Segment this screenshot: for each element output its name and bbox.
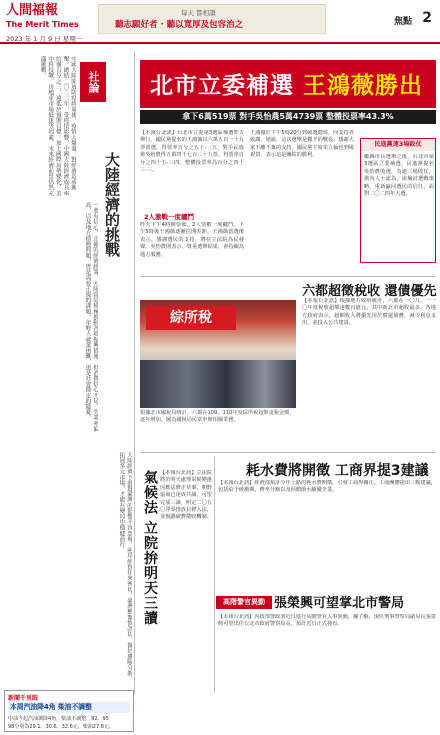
- editorial-body-1: 中國大陸開放防疫政策後，疫情大爆發，對經濟造成衝擊。總結二〇二二年，受疫情影響，中國大陸經濟成長率約僅百分之三，遠低於預期目標。加上國際局勢變化、美中科技戰、房地產市場低迷等因素，未來經濟前景仍然充滿挑戰。: [39, 56, 76, 196]
- news-brief-box: [4, 690, 134, 732]
- lead-subheadline: 拿下6萬519票 對手吳怡農5萬4739票 整體投票率43.3%: [140, 110, 436, 124]
- lead-headline-band: [140, 60, 436, 108]
- editorial-body-2: 一要有信心、正確的經濟政策，大陸當局積極推動各項振興措施，但消費信心不足、失業率偏高，以及地方債務問題，皆是需要正視的課題。年輕人就業困難，更是社會穩定的隱憂。: [84, 202, 98, 432]
- climate-law-headline: 氣候法 立院拚明天三讀: [142, 470, 158, 626]
- newspaper-logo: 人間福報: [6, 3, 59, 18]
- story3-headline: 耗水費將開徵 工商界提3建議: [246, 463, 429, 479]
- ad-slogan: 聽志願好者 · 聽以寬厚及包容治之: [115, 20, 244, 30]
- climate-law-body: 【本報台北訊】立法院將於明天處理氣候變遷因應法修正草案，朝野協商已達成共識，可望完成三讀，明定二〇五〇淨零排放目標入法，並規劃碳費徵收機制。: [160, 470, 212, 521]
- issue-date: 2023 年 1 月 9 日 星期一: [6, 35, 83, 43]
- ad-tagline: 每天 都相讚: [181, 9, 216, 17]
- lead-body-2: 昨天下午4時開票後，2人票數一度纏鬥，下午5時後王鴻薇逐漸拉開差距。王鴻薇當選後表示，感謝選民的支持，將在立法院為民發聲。吳怡農則表示，尊重選舉結果，會持續為地方服務。: [140, 222, 244, 258]
- lead-sub-label: 2人激戰一度纏鬥: [144, 213, 195, 221]
- headline-part-b: 王鴻薇勝出: [303, 73, 424, 99]
- story2-body: 【本報台北訊】根據地方政府統計，六都在一〇九、一一〇年度稅收超額達數百億元，其中新北市超收最多。各地方政府表示，超額收入將優先用於償還債務，減少利息支出，並投入公共建設。: [302, 298, 436, 327]
- editorial-body-3: 大陸經濟下滑對臺灣的影響不容忽視，兩岸經貿往來密切，臺灣應審慎評估，做好風險分散，拓展多元市場，才能在變局中穩健前行。: [118, 452, 132, 682]
- editorial-tag: 社論: [80, 62, 106, 102]
- masthead: [0, 0, 440, 44]
- editorial-column: [4, 52, 134, 692]
- top-ad-banner[interactable]: [98, 4, 326, 34]
- story3-body: 【本報台北訊】經濟部預計今年上路的耗水費開徵，引發工商界關注。工商團體提出三點建議，包括給予緩衝期、費率分級以及回饋節水績優企業。: [218, 480, 436, 494]
- section-label: 焦點: [393, 17, 412, 27]
- news-brief-line-1: 中油今起汽油調降4角，柴油不調整，92、95: [8, 716, 109, 722]
- sidebar-body: 繼縣市長選舉之後，台北市第3選區立委補選，民進黨提名吳怡農敗選，為連三場敗仗。黨內人士認為，需檢討選戰策略，重新贏回選民的信任，面對二〇二四年大選。: [364, 154, 434, 198]
- story4-headline: 張榮興可望掌北市警局: [274, 596, 405, 611]
- photo-crowd: [140, 360, 296, 408]
- story2-headline: 六都超徵稅收 還債優先: [302, 284, 437, 299]
- lead-body-3: 王鴻薇於下午5時20分到競選總部，向支持者致謝。她說，這次選舉是艱辛的戰役，感謝大家不離不棄的支持。國民黨主席朱立倫也到場祝賀，表示這是團結的勝利。: [250, 130, 354, 159]
- section-divider-2: [140, 452, 436, 453]
- section-divider-1: [140, 276, 436, 277]
- column-divider: [134, 52, 135, 694]
- story4-tag: 高階警官異動: [216, 596, 272, 609]
- story4-body: 【本報台北訊】內政部警政署近日進行高階警官人事異動，據了解，現任刑事警察局副局長張榮興可望出任台北市政府警察局長，預計近日正式發布。: [218, 614, 436, 628]
- photo-sign: 綜所稅: [146, 306, 236, 330]
- editorial-title: 大陸經濟的挑戰: [103, 152, 121, 257]
- sidebar-box: [360, 138, 436, 263]
- tax-office-photo: [140, 300, 296, 408]
- news-brief-line-2: 98分別為29.1、30.6、32.6元，柴油27.8元。: [8, 724, 114, 730]
- headline-part-a: 北市立委補選: [150, 73, 294, 99]
- story-divider: [214, 456, 215, 692]
- news-brief-header: 新聞千里眼: [8, 695, 39, 702]
- newspaper-logo-english: The Merit Times: [6, 20, 79, 29]
- photo-caption: 根據北市國稅局統計，六都在109、110年度綜所稅超額退稅金額，逐年增加。圖為國稅局民眾申辦相關業務。: [140, 410, 295, 423]
- news-brief-title: 本周汽油降4角 柴油不調整: [8, 702, 130, 713]
- lead-body-1: 【本報台北訊】台北市立委第3選區補選昨天舉行，國民黨提名的王鴻薇以六萬五百一十九票當選，得票率百分之五十·一五，對手民進黨吳怡農得五萬四千七百三十九票，得票率百分之四十五·三四。整體投票率為百分之四十三·三。: [140, 130, 244, 174]
- page-number: 2: [422, 10, 432, 26]
- lead-headline: [150, 67, 423, 100]
- sidebar-title: 民進黨連3場敗仗: [361, 139, 435, 151]
